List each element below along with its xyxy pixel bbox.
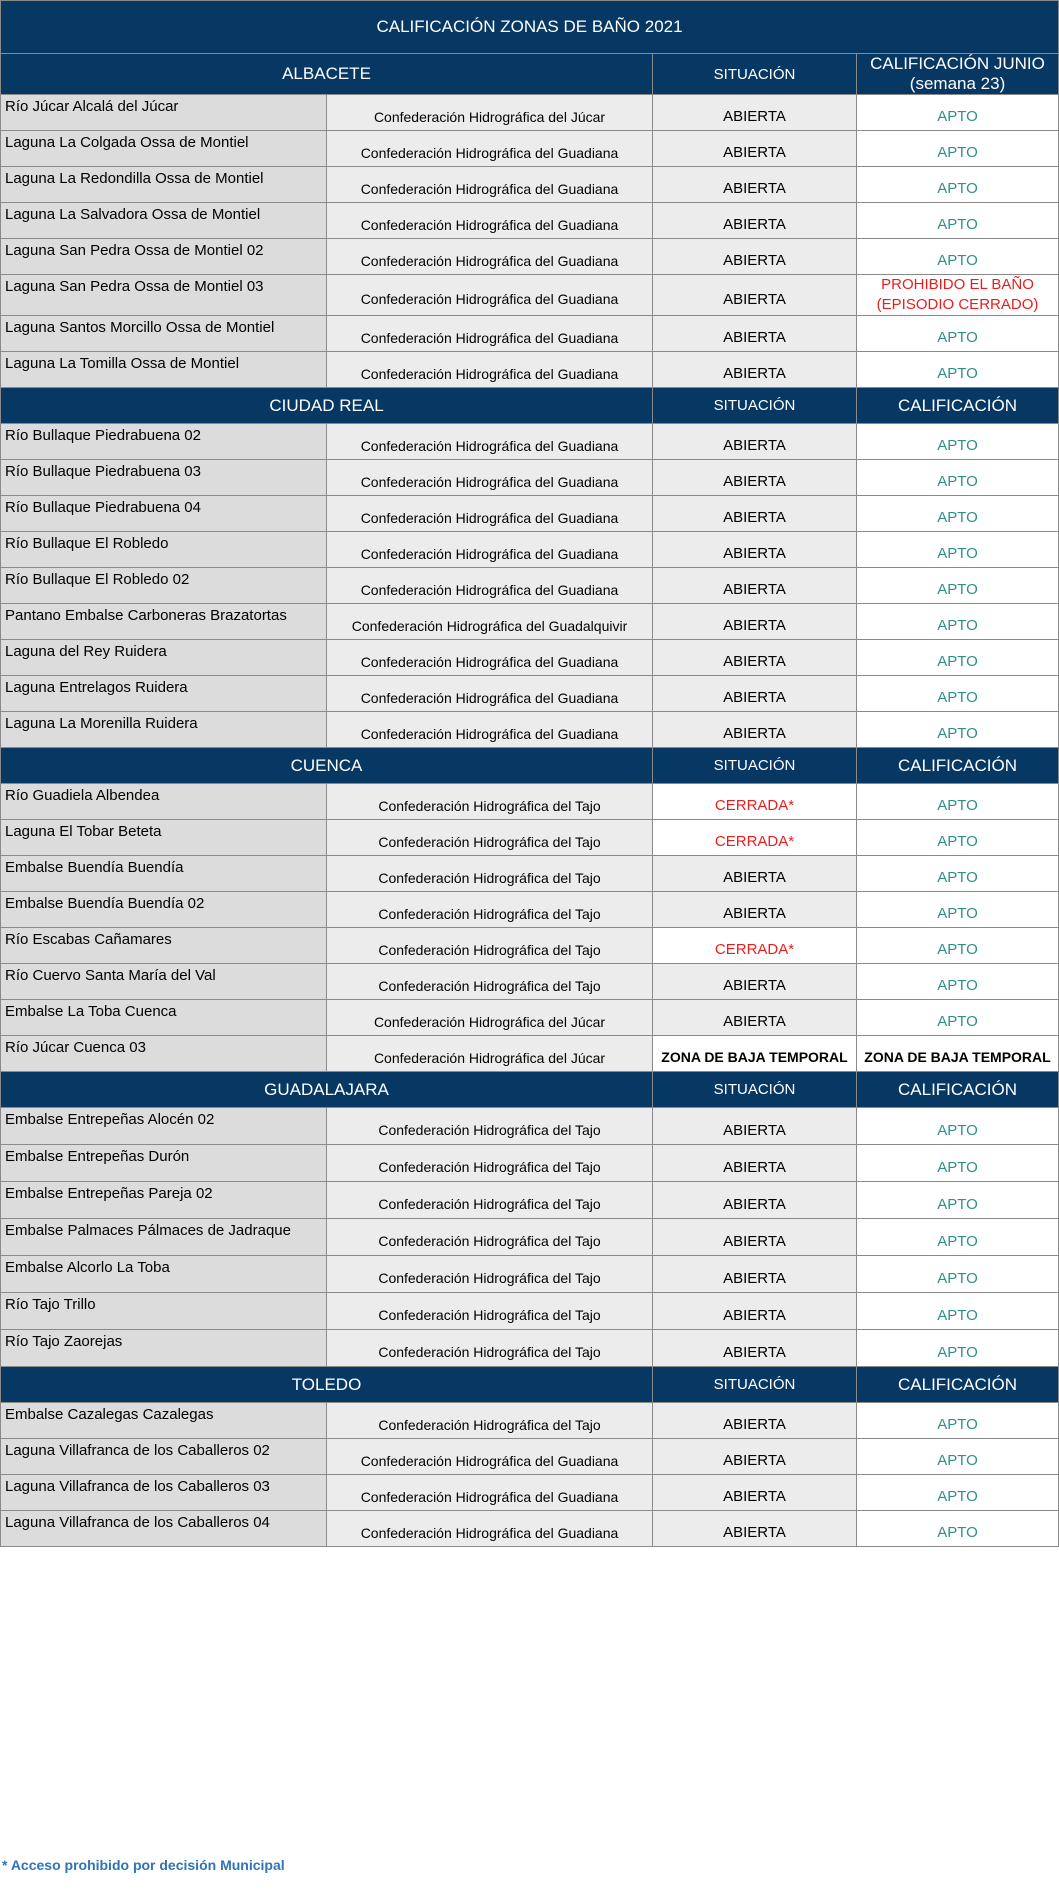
calificacion-line: PROHIBIDO EL BAÑO	[881, 276, 1034, 293]
situacion-cell: ABIERTA	[653, 892, 857, 928]
situacion-cell: ABIERTA	[653, 167, 857, 203]
organismo-cell: Confederación Hidrográfica del Guadiana	[327, 167, 653, 203]
calificacion-cell	[857, 1219, 1059, 1256]
calificacion-line: APTO	[937, 797, 978, 814]
organismo-cell: Confederación Hidrográfica del Tajo	[327, 1182, 653, 1219]
organismo-cell: Confederación Hidrográfica del Guadiana	[327, 1439, 653, 1475]
calificacion-line: APTO	[937, 869, 978, 886]
table-row	[1, 640, 1059, 676]
table-row	[1, 1219, 1059, 1256]
table-row	[1, 1330, 1059, 1367]
table-row	[1, 1108, 1059, 1145]
table-row	[1, 239, 1059, 275]
situacion-header: SITUACIÓN	[653, 388, 857, 424]
zona-cell: Laguna Entrelagos Ruidera	[1, 676, 327, 712]
organismo-cell: Confederación Hidrográfica del Guadiana	[327, 203, 653, 239]
table-row	[1, 532, 1059, 568]
calificacion-line: APTO	[937, 1343, 978, 1361]
situacion-cell: ABIERTA	[653, 1256, 857, 1293]
section-header-row	[1, 388, 1059, 424]
calificacion-cell	[857, 203, 1059, 239]
organismo-cell: Confederación Hidrográfica del Guadiana	[327, 532, 653, 568]
zona-cell: Laguna La Redondilla Ossa de Montiel	[1, 167, 327, 203]
organismo-cell: Confederación Hidrográfica del Guadiana	[327, 352, 653, 388]
situacion-cell: ABIERTA	[653, 316, 857, 352]
calificacion-cell	[857, 1330, 1059, 1367]
situacion-cell: ZONA DE BAJA TEMPORAL	[653, 1036, 857, 1072]
calificacion-line: APTO	[937, 905, 978, 922]
calificacion-cell	[857, 856, 1059, 892]
calificacion-cell	[857, 167, 1059, 203]
organismo-cell: Confederación Hidrográfica del Tajo	[327, 784, 653, 820]
calificacion-header-line: CALIFICACIÓN	[898, 395, 1018, 415]
calificacion-line: APTO	[937, 216, 978, 233]
calificacion-cell	[857, 1182, 1059, 1219]
table-row	[1, 1036, 1059, 1072]
table-row	[1, 1000, 1059, 1036]
zona-cell: Laguna Santos Morcillo Ossa de Montiel	[1, 316, 327, 352]
calificacion-line: APTO	[937, 617, 978, 634]
calificacion-line: APTO	[937, 977, 978, 994]
calificacion-line: APTO	[937, 108, 978, 125]
organismo-cell: Confederación Hidrográfica del Guadiana	[327, 275, 653, 316]
zona-cell: Embalse Cazalegas Cazalegas	[1, 1403, 327, 1439]
situacion-cell: CERRADA*	[653, 784, 857, 820]
zona-cell: Río Júcar Cuenca 03	[1, 1036, 327, 1072]
organismo-cell: Confederación Hidrográfica del Tajo	[327, 1403, 653, 1439]
calificacion-cell	[857, 1293, 1059, 1330]
situacion-cell: ABIERTA	[653, 640, 857, 676]
table-row	[1, 964, 1059, 1000]
situacion-header: SITUACIÓN	[653, 54, 857, 95]
calificacion-header	[857, 1367, 1059, 1403]
table-row	[1, 820, 1059, 856]
situacion-header: SITUACIÓN	[653, 748, 857, 784]
section-name: TOLEDO	[1, 1367, 653, 1403]
calificacion-cell	[857, 1000, 1059, 1036]
organismo-cell: Confederación Hidrográfica del Guadiana	[327, 1475, 653, 1511]
calificacion-cell	[857, 1511, 1059, 1547]
zona-cell: Laguna La Colgada Ossa de Montiel	[1, 131, 327, 167]
calificacion-cell	[857, 604, 1059, 640]
section-name: CUENCA	[1, 748, 653, 784]
situacion-cell: ABIERTA	[653, 424, 857, 460]
situacion-cell: ABIERTA	[653, 1000, 857, 1036]
table-row	[1, 131, 1059, 167]
zona-cell: Laguna del Rey Ruidera	[1, 640, 327, 676]
situacion-cell: ABIERTA	[653, 604, 857, 640]
organismo-cell: Confederación Hidrográfica del Tajo	[327, 1219, 653, 1256]
calificacion-cell	[857, 964, 1059, 1000]
table-row	[1, 496, 1059, 532]
table-row	[1, 1439, 1059, 1475]
zona-cell: Embalse Buendía Buendía	[1, 856, 327, 892]
calificacion-line: (EPISODIO CERRADO)	[876, 296, 1039, 313]
table-row	[1, 1293, 1059, 1330]
situacion-cell: ABIERTA	[653, 532, 857, 568]
calificacion-cell	[857, 131, 1059, 167]
calificacion-header-line: CALIFICACIÓN	[898, 1374, 1018, 1394]
zona-cell: Laguna La Morenilla Ruidera	[1, 712, 327, 748]
section-header-row	[1, 1367, 1059, 1403]
table-row	[1, 892, 1059, 928]
calificacion-cell	[857, 928, 1059, 964]
calificacion-line: APTO	[937, 725, 978, 742]
situacion-cell: ABIERTA	[653, 1511, 857, 1547]
calificacion-header-line: CALIFICACIÓN	[898, 755, 1018, 775]
calificacion-header-line: (semana 23)	[909, 74, 1006, 93]
table-row	[1, 1511, 1059, 1547]
organismo-cell: Confederación Hidrográfica del Tajo	[327, 928, 653, 964]
organismo-cell: Confederación Hidrográfica del Tajo	[327, 1145, 653, 1182]
situacion-cell: ABIERTA	[653, 856, 857, 892]
table-row	[1, 167, 1059, 203]
calificacion-line: APTO	[937, 1232, 978, 1250]
calificacion-cell	[857, 239, 1059, 275]
zona-cell: Río Bullaque Piedrabuena 02	[1, 424, 327, 460]
section-name: ALBACETE	[1, 54, 653, 95]
situacion-cell: ABIERTA	[653, 1182, 857, 1219]
zona-cell: Río Bullaque El Robledo 02	[1, 568, 327, 604]
calificacion-line: ZONA DE BAJA TEMPORAL	[864, 1048, 1051, 1065]
organismo-cell: Confederación Hidrográfica del Tajo	[327, 820, 653, 856]
situacion-cell: ABIERTA	[653, 275, 857, 316]
calificacion-line: APTO	[937, 180, 978, 197]
organismo-cell: Confederación Hidrográfica del Júcar	[327, 95, 653, 131]
situacion-cell: ABIERTA	[653, 712, 857, 748]
calificacion-line: APTO	[937, 1158, 978, 1176]
calificacion-header	[857, 54, 1059, 95]
organismo-cell: Confederación Hidrográfica del Tajo	[327, 856, 653, 892]
organismo-cell: Confederación Hidrográfica del Guadiana	[327, 1511, 653, 1547]
calificacion-cell	[857, 95, 1059, 131]
calificacion-line: APTO	[937, 1524, 978, 1541]
organismo-cell: Confederación Hidrográfica del Guadiana	[327, 496, 653, 532]
table-row	[1, 1403, 1059, 1439]
zona-cell: Pantano Embalse Carboneras Brazatortas	[1, 604, 327, 640]
table-row	[1, 1145, 1059, 1182]
organismo-cell: Confederación Hidrográfica del Guadiana	[327, 676, 653, 712]
zona-cell: Embalse Entrepeñas Alocén 02	[1, 1108, 327, 1145]
situacion-cell: ABIERTA	[653, 964, 857, 1000]
table-row	[1, 424, 1059, 460]
calificacion-cell	[857, 784, 1059, 820]
zona-cell: Laguna Villafranca de los Caballeros 04	[1, 1511, 327, 1547]
calificacion-line: APTO	[937, 1488, 978, 1505]
table-row	[1, 316, 1059, 352]
calificacion-cell	[857, 424, 1059, 460]
section-name: GUADALAJARA	[1, 1072, 653, 1108]
zona-cell: Río Tajo Zaorejas	[1, 1330, 327, 1367]
calificacion-line: APTO	[937, 1195, 978, 1213]
zona-cell: Laguna Villafranca de los Caballeros 02	[1, 1439, 327, 1475]
table-row	[1, 275, 1059, 316]
calificacion-line: APTO	[937, 833, 978, 850]
calificacion-line: APTO	[937, 1416, 978, 1433]
table-row	[1, 1256, 1059, 1293]
situacion-cell: ABIERTA	[653, 676, 857, 712]
situacion-cell: ABIERTA	[653, 1219, 857, 1256]
calificacion-line: APTO	[937, 1013, 978, 1030]
situacion-cell: ABIERTA	[653, 1145, 857, 1182]
zona-cell: Río Guadiela Albendea	[1, 784, 327, 820]
calificacion-line: APTO	[937, 1269, 978, 1287]
situacion-cell: ABIERTA	[653, 239, 857, 275]
situacion-cell: ABIERTA	[653, 95, 857, 131]
organismo-cell: Confederación Hidrográfica del Guadiana	[327, 568, 653, 604]
calificacion-cell	[857, 352, 1059, 388]
situacion-cell: ABIERTA	[653, 203, 857, 239]
calificacion-cell	[857, 316, 1059, 352]
zona-cell: Laguna San Pedra Ossa de Montiel 03	[1, 275, 327, 316]
section-header-row	[1, 54, 1059, 95]
situacion-cell: ABIERTA	[653, 1475, 857, 1511]
zona-cell: Río Bullaque Piedrabuena 04	[1, 496, 327, 532]
section-header-row	[1, 748, 1059, 784]
calificacion-line: APTO	[937, 941, 978, 958]
calificacion-cell	[857, 1108, 1059, 1145]
situacion-cell: ABIERTA	[653, 1293, 857, 1330]
table-row	[1, 460, 1059, 496]
organismo-cell: Confederación Hidrográfica del Tajo	[327, 1293, 653, 1330]
table-row	[1, 1475, 1059, 1511]
zona-cell: Río Bullaque Piedrabuena 03	[1, 460, 327, 496]
organismo-cell: Confederación Hidrográfica del Guadiana	[327, 460, 653, 496]
calificacion-header	[857, 748, 1059, 784]
calificacion-cell	[857, 275, 1059, 316]
calificacion-line: APTO	[937, 1452, 978, 1469]
calificacion-line: APTO	[937, 329, 978, 346]
organismo-cell: Confederación Hidrográfica del Tajo	[327, 1256, 653, 1293]
calificacion-cell	[857, 496, 1059, 532]
calificacion-line: APTO	[937, 545, 978, 562]
zona-cell: Río Tajo Trillo	[1, 1293, 327, 1330]
organismo-cell: Confederación Hidrográfica del Guadiana	[327, 131, 653, 167]
zona-cell: Embalse Buendía Buendía 02	[1, 892, 327, 928]
organismo-cell: Confederación Hidrográfica del Júcar	[327, 1036, 653, 1072]
zona-cell: Laguna Villafranca de los Caballeros 03	[1, 1475, 327, 1511]
zona-cell: Laguna La Salvadora Ossa de Montiel	[1, 203, 327, 239]
organismo-cell: Confederación Hidrográfica del Guadiana	[327, 712, 653, 748]
situacion-header: SITUACIÓN	[653, 1072, 857, 1108]
zona-cell: Embalse Entrepeñas Pareja 02	[1, 1182, 327, 1219]
zona-cell: Laguna La Tomilla Ossa de Montiel	[1, 352, 327, 388]
organismo-cell: Confederación Hidrográfica del Guadiana	[327, 316, 653, 352]
table-row	[1, 928, 1059, 964]
zona-cell: Embalse Entrepeñas Durón	[1, 1145, 327, 1182]
organismo-cell: Confederación Hidrográfica del Guadiana	[327, 640, 653, 676]
zona-cell: Río Júcar Alcalá del Júcar	[1, 95, 327, 131]
table-row	[1, 712, 1059, 748]
organismo-cell: Confederación Hidrográfica del Tajo	[327, 892, 653, 928]
zona-cell: Río Bullaque El Robledo	[1, 532, 327, 568]
calificacion-line: APTO	[937, 473, 978, 490]
organismo-cell: Confederación Hidrográfica del Tajo	[327, 1108, 653, 1145]
organismo-cell: Confederación Hidrográfica del Tajo	[327, 1330, 653, 1367]
zona-cell: Laguna San Pedra Ossa de Montiel 02	[1, 239, 327, 275]
calificacion-cell	[857, 892, 1059, 928]
table-row	[1, 568, 1059, 604]
situacion-header: SITUACIÓN	[653, 1367, 857, 1403]
calificacion-line: APTO	[937, 581, 978, 598]
calificacion-cell	[857, 640, 1059, 676]
organismo-cell: Confederación Hidrográfica del Guadiana	[327, 424, 653, 460]
situacion-cell: CERRADA*	[653, 928, 857, 964]
footnote: * Acceso prohibido por decisión Municipal	[2, 1857, 285, 1873]
table-row	[1, 856, 1059, 892]
calificacion-cell	[857, 820, 1059, 856]
calificacion-line: APTO	[937, 653, 978, 670]
table-row	[1, 784, 1059, 820]
situacion-cell: ABIERTA	[653, 1108, 857, 1145]
situacion-cell: ABIERTA	[653, 568, 857, 604]
calificacion-line: APTO	[937, 365, 978, 382]
situacion-cell: ABIERTA	[653, 1403, 857, 1439]
calificacion-header-line: CALIFICACIÓN JUNIO	[870, 54, 1045, 73]
table-row	[1, 352, 1059, 388]
title-row	[1, 1, 1059, 54]
calificacion-line: APTO	[937, 437, 978, 454]
calificacion-cell	[857, 676, 1059, 712]
calificacion-line: APTO	[937, 1306, 978, 1324]
situacion-cell: ABIERTA	[653, 1439, 857, 1475]
calificacion-line: APTO	[937, 509, 978, 526]
situacion-cell: CERRADA*	[653, 820, 857, 856]
calificacion-line: APTO	[937, 1121, 978, 1139]
table-row	[1, 604, 1059, 640]
calificacion-cell	[857, 712, 1059, 748]
calificacion-cell	[857, 1475, 1059, 1511]
table-row	[1, 1182, 1059, 1219]
organismo-cell: Confederación Hidrográfica del Tajo	[327, 964, 653, 1000]
calificacion-cell	[857, 568, 1059, 604]
situacion-cell: ABIERTA	[653, 460, 857, 496]
table-row	[1, 676, 1059, 712]
calificacion-line: APTO	[937, 689, 978, 706]
calificacion-cell	[857, 1036, 1059, 1072]
organismo-cell: Confederación Hidrográfica del Júcar	[327, 1000, 653, 1036]
table-row	[1, 95, 1059, 131]
table-row	[1, 203, 1059, 239]
zona-cell: Río Escabas Cañamares	[1, 928, 327, 964]
section-name: CIUDAD REAL	[1, 388, 653, 424]
organismo-cell: Confederación Hidrográfica del Guadalquivir	[327, 604, 653, 640]
calificacion-line: APTO	[937, 144, 978, 161]
calificacion-cell	[857, 460, 1059, 496]
calificacion-cell	[857, 1145, 1059, 1182]
situacion-cell: ABIERTA	[653, 352, 857, 388]
zona-cell: Embalse Alcorlo La Toba	[1, 1256, 327, 1293]
situacion-cell: ABIERTA	[653, 131, 857, 167]
calificacion-cell	[857, 1256, 1059, 1293]
calificacion-header	[857, 1072, 1059, 1108]
zona-cell: Embalse Palmaces Pálmaces de Jadraque	[1, 1219, 327, 1256]
calificacion-line: APTO	[937, 252, 978, 269]
calificacion-header-line: CALIFICACIÓN	[898, 1079, 1018, 1099]
page-title: CALIFICACIÓN ZONAS DE BAÑO 2021	[1, 1, 1059, 54]
section-header-row	[1, 1072, 1059, 1108]
zona-cell: Río Cuervo Santa María del Val	[1, 964, 327, 1000]
situacion-cell: ABIERTA	[653, 1330, 857, 1367]
zona-cell: Laguna El Tobar Beteta	[1, 820, 327, 856]
calificacion-cell	[857, 1403, 1059, 1439]
calificacion-header	[857, 388, 1059, 424]
zona-cell: Embalse La Toba Cuenca	[1, 1000, 327, 1036]
calificacion-cell	[857, 1439, 1059, 1475]
situacion-cell: ABIERTA	[653, 496, 857, 532]
calificacion-cell	[857, 532, 1059, 568]
organismo-cell: Confederación Hidrográfica del Guadiana	[327, 239, 653, 275]
